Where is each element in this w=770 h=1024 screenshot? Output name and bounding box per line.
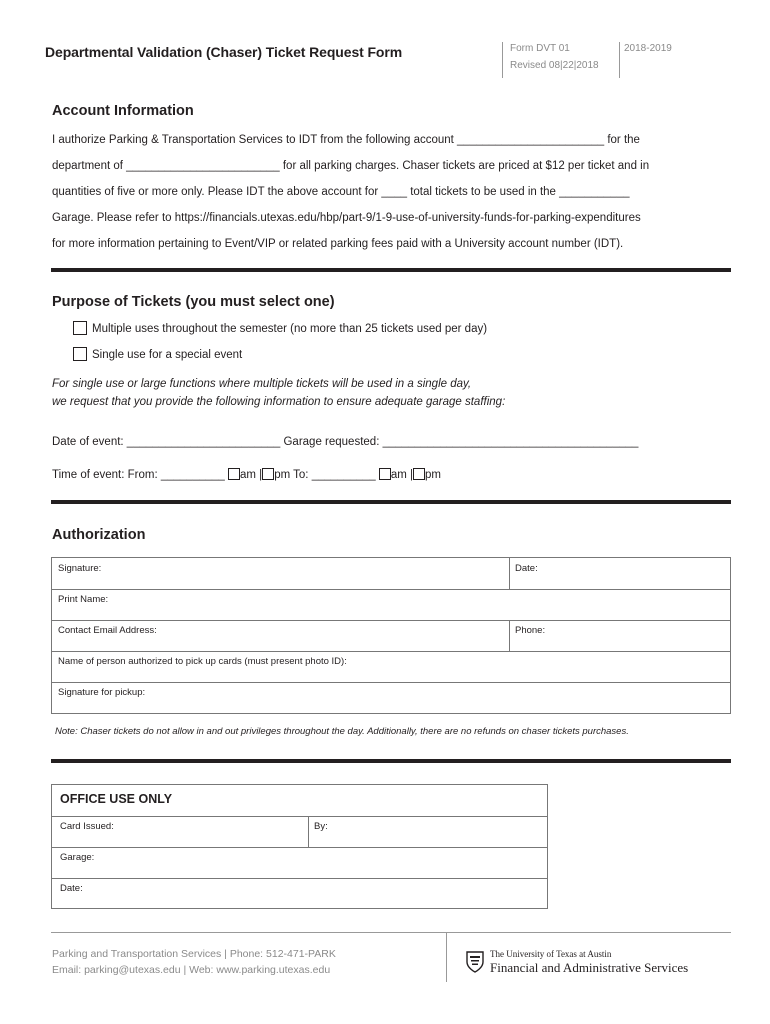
by-label: By: [314,821,328,832]
account-heading: Account Information [52,103,194,119]
date-label: Date: [515,563,538,574]
purpose-heading: Purpose of Tickets (you must select one) [52,294,335,310]
pickup-name-field[interactable] [52,651,730,682]
checkbox-from-pm[interactable] [262,468,274,480]
option-multiple-use[interactable] [73,316,487,342]
event-time-line[interactable] [52,462,441,488]
checkbox-single-use[interactable] [73,347,87,361]
garage-field[interactable] [54,847,547,878]
option-multiple-use-label: Multiple uses throughout the semester (no more than 25 tickets used per day) [92,323,488,335]
date-field[interactable] [509,558,730,589]
university-name: The University of Texas at Austin [490,949,612,959]
phone-label: Phone: [515,625,546,636]
pickup-signature-field[interactable] [52,682,730,713]
section-divider-2 [51,500,731,504]
checkbox-to-pm[interactable] [413,468,425,480]
purpose-note-line-2: we request that you provide the following information to ensure adequate garage staffing: [52,396,506,408]
from-am-label: am | [240,469,263,481]
account-line-2: department of ________________________ for all parking charges. Chaser tickets are priced at $12 per ticket and in [52,160,650,172]
purpose-note-line-1: For single use or large functions where multiple tickets will be used in a single day, [52,378,472,390]
office-date-field[interactable] [54,878,547,908]
form-title: Departmental Validation (Chaser) Ticket Request Form [45,44,403,60]
footer-vertical-divider [446,932,447,982]
time-from-label: Time of event: From: __________ [52,469,229,481]
option-single-use[interactable] [73,342,242,368]
garage-label: Garage: [60,852,95,863]
checkbox-to-am[interactable] [379,468,391,480]
pickup-name-label: Name of person authorized to pick up cards (must present photo ID): [58,656,347,667]
footer-university-logo [490,949,688,975]
office-use-table [51,784,548,909]
authorization-heading: Authorization [52,527,146,543]
account-paragraph [52,127,649,257]
checkbox-from-am[interactable] [228,468,240,480]
card-issued-field[interactable] [54,816,308,847]
authorization-table [51,557,731,714]
phone-field[interactable] [509,620,730,651]
form-year: 2018-2019 [624,43,672,54]
checkbox-multiple-use[interactable] [73,321,87,335]
account-line-3: quantities of five or more only. Please IDT the above account for ____ total tickets to be used in the ___________ [52,186,630,198]
section-divider-1 [51,268,731,272]
by-field[interactable] [308,816,547,847]
revised-date: Revised 08|22|2018 [510,60,599,71]
ut-seal-icon [466,950,484,974]
account-line-4: Garage. Please refer to https://financials.utexas.edu/hbp/part-9/1-9-use-of-university-funds-for-parking-expenditures [52,212,641,224]
account-line-1: I authorize Parking & Transportation Services to IDT from the following account _______________________ for the [52,134,640,146]
from-pm-label: pm [274,469,291,481]
print-name-label: Print Name: [58,594,109,605]
form-id-box [502,42,620,78]
time-to-label: To: __________ [290,469,379,481]
division-name: Financial and Administrative Services [490,960,689,975]
footer-contact [52,946,336,978]
print-name-field[interactable] [52,589,730,620]
email-field[interactable] [52,620,509,651]
office-use-heading: OFFICE USE ONLY [60,792,173,806]
footer-web-line: Email: parking@utexas.edu | Web: www.parking.utexas.edu [52,964,331,976]
to-am-label: am | [390,469,414,481]
card-issued-label: Card Issued: [60,821,114,832]
footer-rule [51,932,731,933]
option-single-use-label: Single use for a special event [92,349,243,361]
form-id: Form DVT 01 [510,43,570,54]
signature-field[interactable] [52,558,509,589]
authorization-note: Note: Chaser tickets do not allow in and out privileges throughout the day. Additionally, there are no refunds on chaser tickets purchases. [55,726,629,737]
section-divider-3 [51,759,731,763]
office-date-label: Date: [60,883,83,894]
footer-phone-line: Parking and Transportation Services | Phone: 512-471-PARK [52,948,336,960]
signature-label: Signature: [58,563,102,574]
pickup-signature-label: Signature for pickup: [58,687,146,698]
account-line-5: for more information pertaining to Event/VIP or related parking fees paid with a University account number (IDT). [52,238,624,250]
to-pm-label: pm [425,469,442,481]
purpose-note [52,375,505,411]
event-date-garage-line[interactable]: Date of event: ________________________ Garage requested: ________________________________________ [52,436,639,448]
email-label: Contact Email Address: [58,625,157,636]
